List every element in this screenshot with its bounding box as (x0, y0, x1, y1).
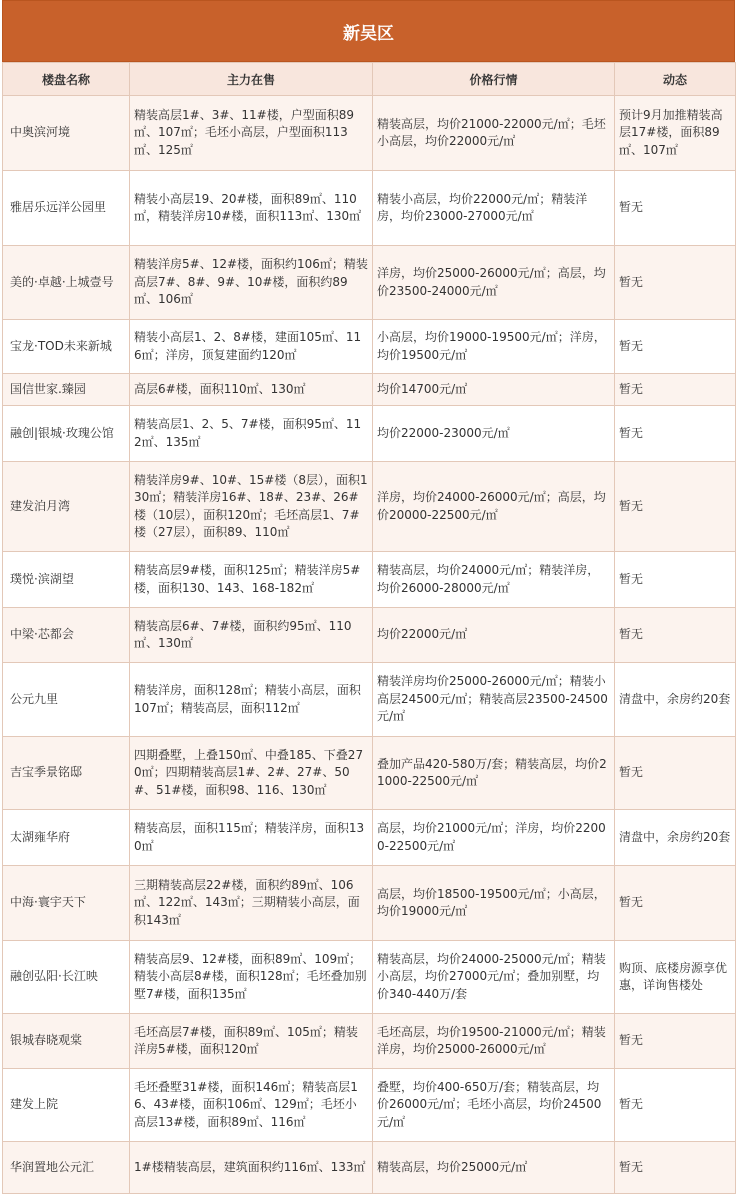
table-row (3, 1069, 736, 1142)
main-sale: 精装高层9、12#楼，面积89㎡、109㎡；精装小高层8#楼，面积128㎡；毛坯叠加别墅7#楼，面积135㎡ (130, 941, 373, 1014)
price-info: 均价14700元/㎡ (373, 374, 615, 406)
price-info: 精装高层，均价25000元/㎡ (373, 1142, 615, 1194)
main-sale: 毛坯叠墅31#楼，面积146㎡；精装高层16、43#楼，面积106㎡、129㎡；毛坯小高层13#楼，面积89㎡、116㎡ (130, 1069, 373, 1142)
price-info: 高层，均价21000元/㎡；洋房，均价22000-22500元/㎡ (373, 810, 615, 866)
header-row (3, 63, 736, 96)
status-info: 暂无 (615, 462, 736, 552)
status-info: 暂无 (615, 246, 736, 320)
project-name: 宝龙·TOD未来新城 (3, 320, 130, 374)
table-row (3, 663, 736, 737)
listing-table (2, 62, 736, 1194)
project-name: 建发上院 (3, 1069, 130, 1142)
table-row (3, 462, 736, 552)
price-info: 毛坯高层，均价19500-21000元/㎡；精装洋房，均价25000-26000元/㎡ (373, 1014, 615, 1069)
price-info: 叠墅，均价400-650万/套；精装高层，均价26000元/㎡；毛坯小高层，均价24500元/㎡ (373, 1069, 615, 1142)
main-sale: 精装洋房5#、12#楼，面积约106㎡；精装高层7#、8#、9#、10#楼，面积约89㎡、106㎡ (130, 246, 373, 320)
header-status: 动态 (615, 63, 736, 96)
main-sale: 精装小高层1、2、8#楼，建面105㎡、116㎡；洋房，顶复建面约120㎡ (130, 320, 373, 374)
status-info: 清盘中，余房约20套 (615, 810, 736, 866)
district-title: 新吴区 (2, 0, 735, 62)
price-info: 精装洋房均价25000-26000元/㎡；精装小高层24500元/㎡；精装高层23500-24500元/㎡ (373, 663, 615, 737)
table-row (3, 608, 736, 663)
status-info: 清盘中，余房约20套 (615, 663, 736, 737)
table-row (3, 1014, 736, 1069)
table-row (3, 1142, 736, 1194)
main-sale: 精装高层，面积115㎡；精装洋房，面积130㎡ (130, 810, 373, 866)
table-row (3, 320, 736, 374)
status-info: 暂无 (615, 866, 736, 941)
price-info: 均价22000元/㎡ (373, 608, 615, 663)
main-sale: 高层6#楼，面积110㎡、130㎡ (130, 374, 373, 406)
price-info: 叠加产品420-580万/套；精装高层，均价21000-22500元/㎡ (373, 737, 615, 810)
main-sale: 精装高层1#、3#、11#楼，户型面积89㎡、107㎡；毛坯小高层，户型面积113㎡、125㎡ (130, 96, 373, 171)
main-sale: 精装小高层19、20#楼，面积89㎡、110㎡，精装洋房10#楼，面积113㎡、130㎡ (130, 171, 373, 246)
project-name: 融创|银城·玫瑰公馆 (3, 406, 130, 462)
project-name: 融创弘阳·长江映 (3, 941, 130, 1014)
status-info: 暂无 (615, 406, 736, 462)
status-info: 预计9月加推精装高层17#楼，面积89㎡、107㎡ (615, 96, 736, 171)
table-row (3, 941, 736, 1014)
status-info: 暂无 (615, 737, 736, 810)
header-main-sale: 主力在售 (130, 63, 373, 96)
price-info: 精装小高层，均价22000元/㎡；精装洋房，均价23000-27000元/㎡ (373, 171, 615, 246)
status-info: 购顶、底楼房源享优惠，详询售楼处 (615, 941, 736, 1014)
main-sale: 四期叠墅，上叠150㎡、中叠185、下叠270㎡；四期精装高层1#、2#、27#、50#、51#楼，面积98、116、130㎡ (130, 737, 373, 810)
project-name: 吉宝季景铭邸 (3, 737, 130, 810)
project-name: 美的·卓越·上城壹号 (3, 246, 130, 320)
status-info: 暂无 (615, 1069, 736, 1142)
main-sale: 精装高层1、2、5、7#楼，面积95㎡、112㎡、135㎡ (130, 406, 373, 462)
header-project-name: 楼盘名称 (3, 63, 130, 96)
main-sale: 精装洋房，面积128㎡；精装小高层，面积107㎡；精装高层，面积112㎡ (130, 663, 373, 737)
project-name: 中海·寰宇天下 (3, 866, 130, 941)
table-row (3, 866, 736, 941)
table-row (3, 96, 736, 171)
project-name: 中奥滨河境 (3, 96, 130, 171)
table-row (3, 552, 736, 608)
listing-table-container (2, 0, 735, 1194)
project-name: 中梁·芯都会 (3, 608, 130, 663)
header-price: 价格行情 (373, 63, 615, 96)
price-info: 洋房，均价24000-26000元/㎡；高层，均价20000-22500元/㎡ (373, 462, 615, 552)
project-name: 璞悦·滨湖望 (3, 552, 130, 608)
table-row (3, 374, 736, 406)
price-info: 高层，均价18500-19500元/㎡；小高层，均价19000元/㎡ (373, 866, 615, 941)
status-info: 暂无 (615, 171, 736, 246)
project-name: 华润置地公元汇 (3, 1142, 130, 1194)
table-row (3, 171, 736, 246)
table-row (3, 406, 736, 462)
status-info: 暂无 (615, 1014, 736, 1069)
status-info: 暂无 (615, 320, 736, 374)
price-info: 精装高层，均价24000-25000元/㎡；精装小高层，均价27000元/㎡；叠加别墅，均价340-440万/套 (373, 941, 615, 1014)
price-info: 均价22000-23000元/㎡ (373, 406, 615, 462)
table-row (3, 810, 736, 866)
project-name: 银城春晓观棠 (3, 1014, 130, 1069)
table-row (3, 737, 736, 810)
price-info: 精装高层，均价24000元/㎡；精装洋房，均价26000-28000元/㎡ (373, 552, 615, 608)
main-sale: 精装洋房9#、10#、15#楼（8层），面积130㎡；精装洋房16#、18#、23#、26#楼（10层），面积120㎡；毛坯高层1、7#楼（27层），面积89、110㎡ (130, 462, 373, 552)
main-sale: 精装高层6#、7#楼，面积约95㎡、110㎡、130㎡ (130, 608, 373, 663)
project-name: 建发泊月湾 (3, 462, 130, 552)
status-info: 暂无 (615, 1142, 736, 1194)
main-sale: 毛坯高层7#楼，面积89㎡、105㎡；精装洋房5#楼，面积120㎡ (130, 1014, 373, 1069)
main-sale: 精装高层9#楼，面积125㎡；精装洋房5#楼，面积130、143、168-182㎡ (130, 552, 373, 608)
table-row (3, 246, 736, 320)
price-info: 精装高层，均价21000-22000元/㎡；毛坯小高层，均价22000元/㎡ (373, 96, 615, 171)
project-name: 公元九里 (3, 663, 130, 737)
project-name: 雅居乐远洋公园里 (3, 171, 130, 246)
project-name: 国信世家.臻园 (3, 374, 130, 406)
project-name: 太湖雍华府 (3, 810, 130, 866)
main-sale: 三期精装高层22#楼，面积约89㎡、106㎡、122㎡、143㎡；三期精装小高层，面积143㎡ (130, 866, 373, 941)
status-info: 暂无 (615, 608, 736, 663)
status-info: 暂无 (615, 374, 736, 406)
price-info: 洋房，均价25000-26000元/㎡；高层，均价23500-24000元/㎡ (373, 246, 615, 320)
price-info: 小高层，均价19000-19500元/㎡；洋房，均价19500元/㎡ (373, 320, 615, 374)
status-info: 暂无 (615, 552, 736, 608)
main-sale: 1#楼精装高层，建筑面积约116㎡、133㎡ (130, 1142, 373, 1194)
